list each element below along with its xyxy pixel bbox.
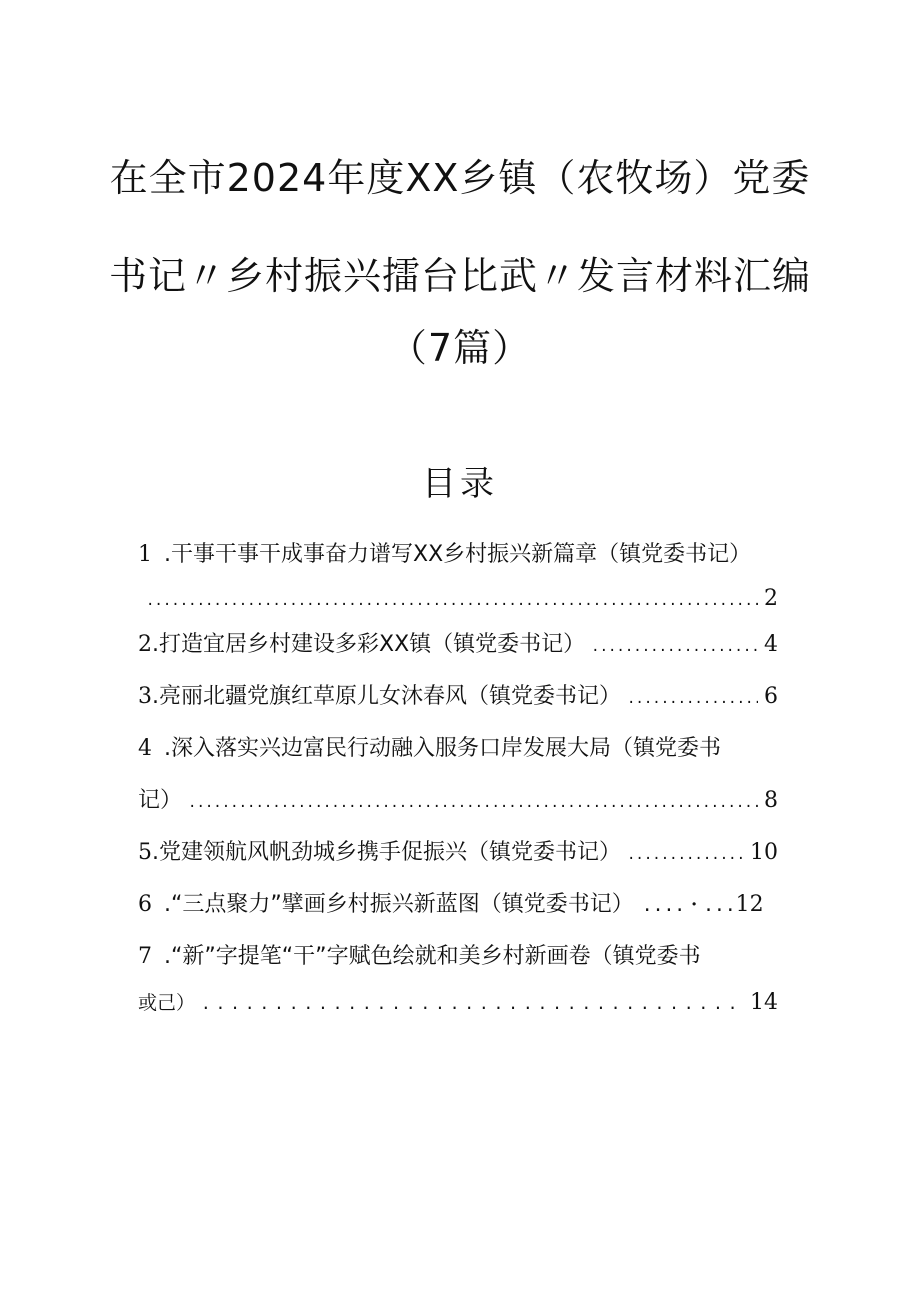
toc-entry-number: 5	[138, 840, 152, 865]
toc-entry-number: 1	[138, 542, 152, 567]
toc-page-number: 4	[764, 632, 778, 657]
title-line-1: 在全市2024年度XX乡镇（农牧场）党委	[109, 156, 811, 200]
toc-leader-dots	[591, 630, 758, 664]
toc-page-number: 12	[735, 892, 764, 917]
toc-entry-7[interactable]	[138, 940, 778, 974]
toc-entry-title: .亮丽北疆党旗红草原儿女沐春风（镇党委书记）	[152, 684, 621, 709]
toc-entry-number: 3	[138, 684, 152, 709]
toc-leader-dots	[188, 786, 758, 820]
toc-entry-6[interactable]	[138, 888, 778, 922]
toc-page-number: 6	[764, 684, 778, 709]
toc-leader-dots	[627, 682, 758, 716]
toc-entry-7-continuation[interactable]	[138, 986, 778, 1020]
toc-page-number: 2	[764, 586, 778, 611]
toc-entry-number: 4	[138, 736, 152, 761]
toc-entry-title: .党建领航风帆劲城乡携手促振兴（镇党委书记）	[152, 840, 621, 865]
toc-entry-title: .“三点聚力”擘画乡村振兴新蓝图（镇党委书记）	[164, 892, 634, 917]
toc-leader-dots: ....・...	[641, 895, 736, 916]
toc-entry-number: 7	[138, 944, 152, 969]
toc-entry-number: 2	[138, 632, 152, 657]
toc-entry-title: .干事干事干成事奋力谱写XX乡村振兴新篇章（镇党委书记）	[164, 542, 752, 567]
toc-entry-title: .打造宜居乡村建设多彩XX镇（镇党委书记）	[152, 632, 586, 657]
toc-entry-4-continuation[interactable]	[138, 784, 778, 818]
toc-heading: 目录	[422, 464, 498, 504]
toc-leader-dots	[201, 987, 744, 1021]
toc-entry-number: 6	[138, 892, 152, 917]
toc-page-number: 14	[750, 990, 778, 1015]
toc-leader-dots	[627, 838, 744, 872]
toc-entry-1[interactable]	[138, 538, 778, 572]
toc-entry-4[interactable]	[138, 732, 778, 766]
toc-entry-3[interactable]	[138, 680, 778, 714]
title-line-2: 书记〃乡村振兴擂台比武〃发言材料汇编	[108, 254, 811, 298]
toc-leader-dots	[146, 584, 758, 618]
toc-entry-2[interactable]	[138, 628, 778, 662]
title-line-3: （7篇）	[388, 326, 532, 370]
toc-entry-title: .深入落实兴边富民行动融入服务口岸发展大局（镇党委书	[164, 736, 721, 761]
toc-entry-title-continuation: 或己）	[138, 992, 196, 1014]
toc-entry-title: .“新”字提笔“干”字赋色绘就和美乡村新画卷（镇党委书	[164, 944, 701, 969]
toc-entry-title-continuation: 记）	[138, 788, 183, 813]
toc-page-number: 10	[750, 840, 778, 865]
toc-entry-1-leader-line[interactable]	[138, 582, 778, 616]
toc-page-number: 8	[764, 788, 778, 813]
toc-entry-5[interactable]	[138, 836, 778, 870]
